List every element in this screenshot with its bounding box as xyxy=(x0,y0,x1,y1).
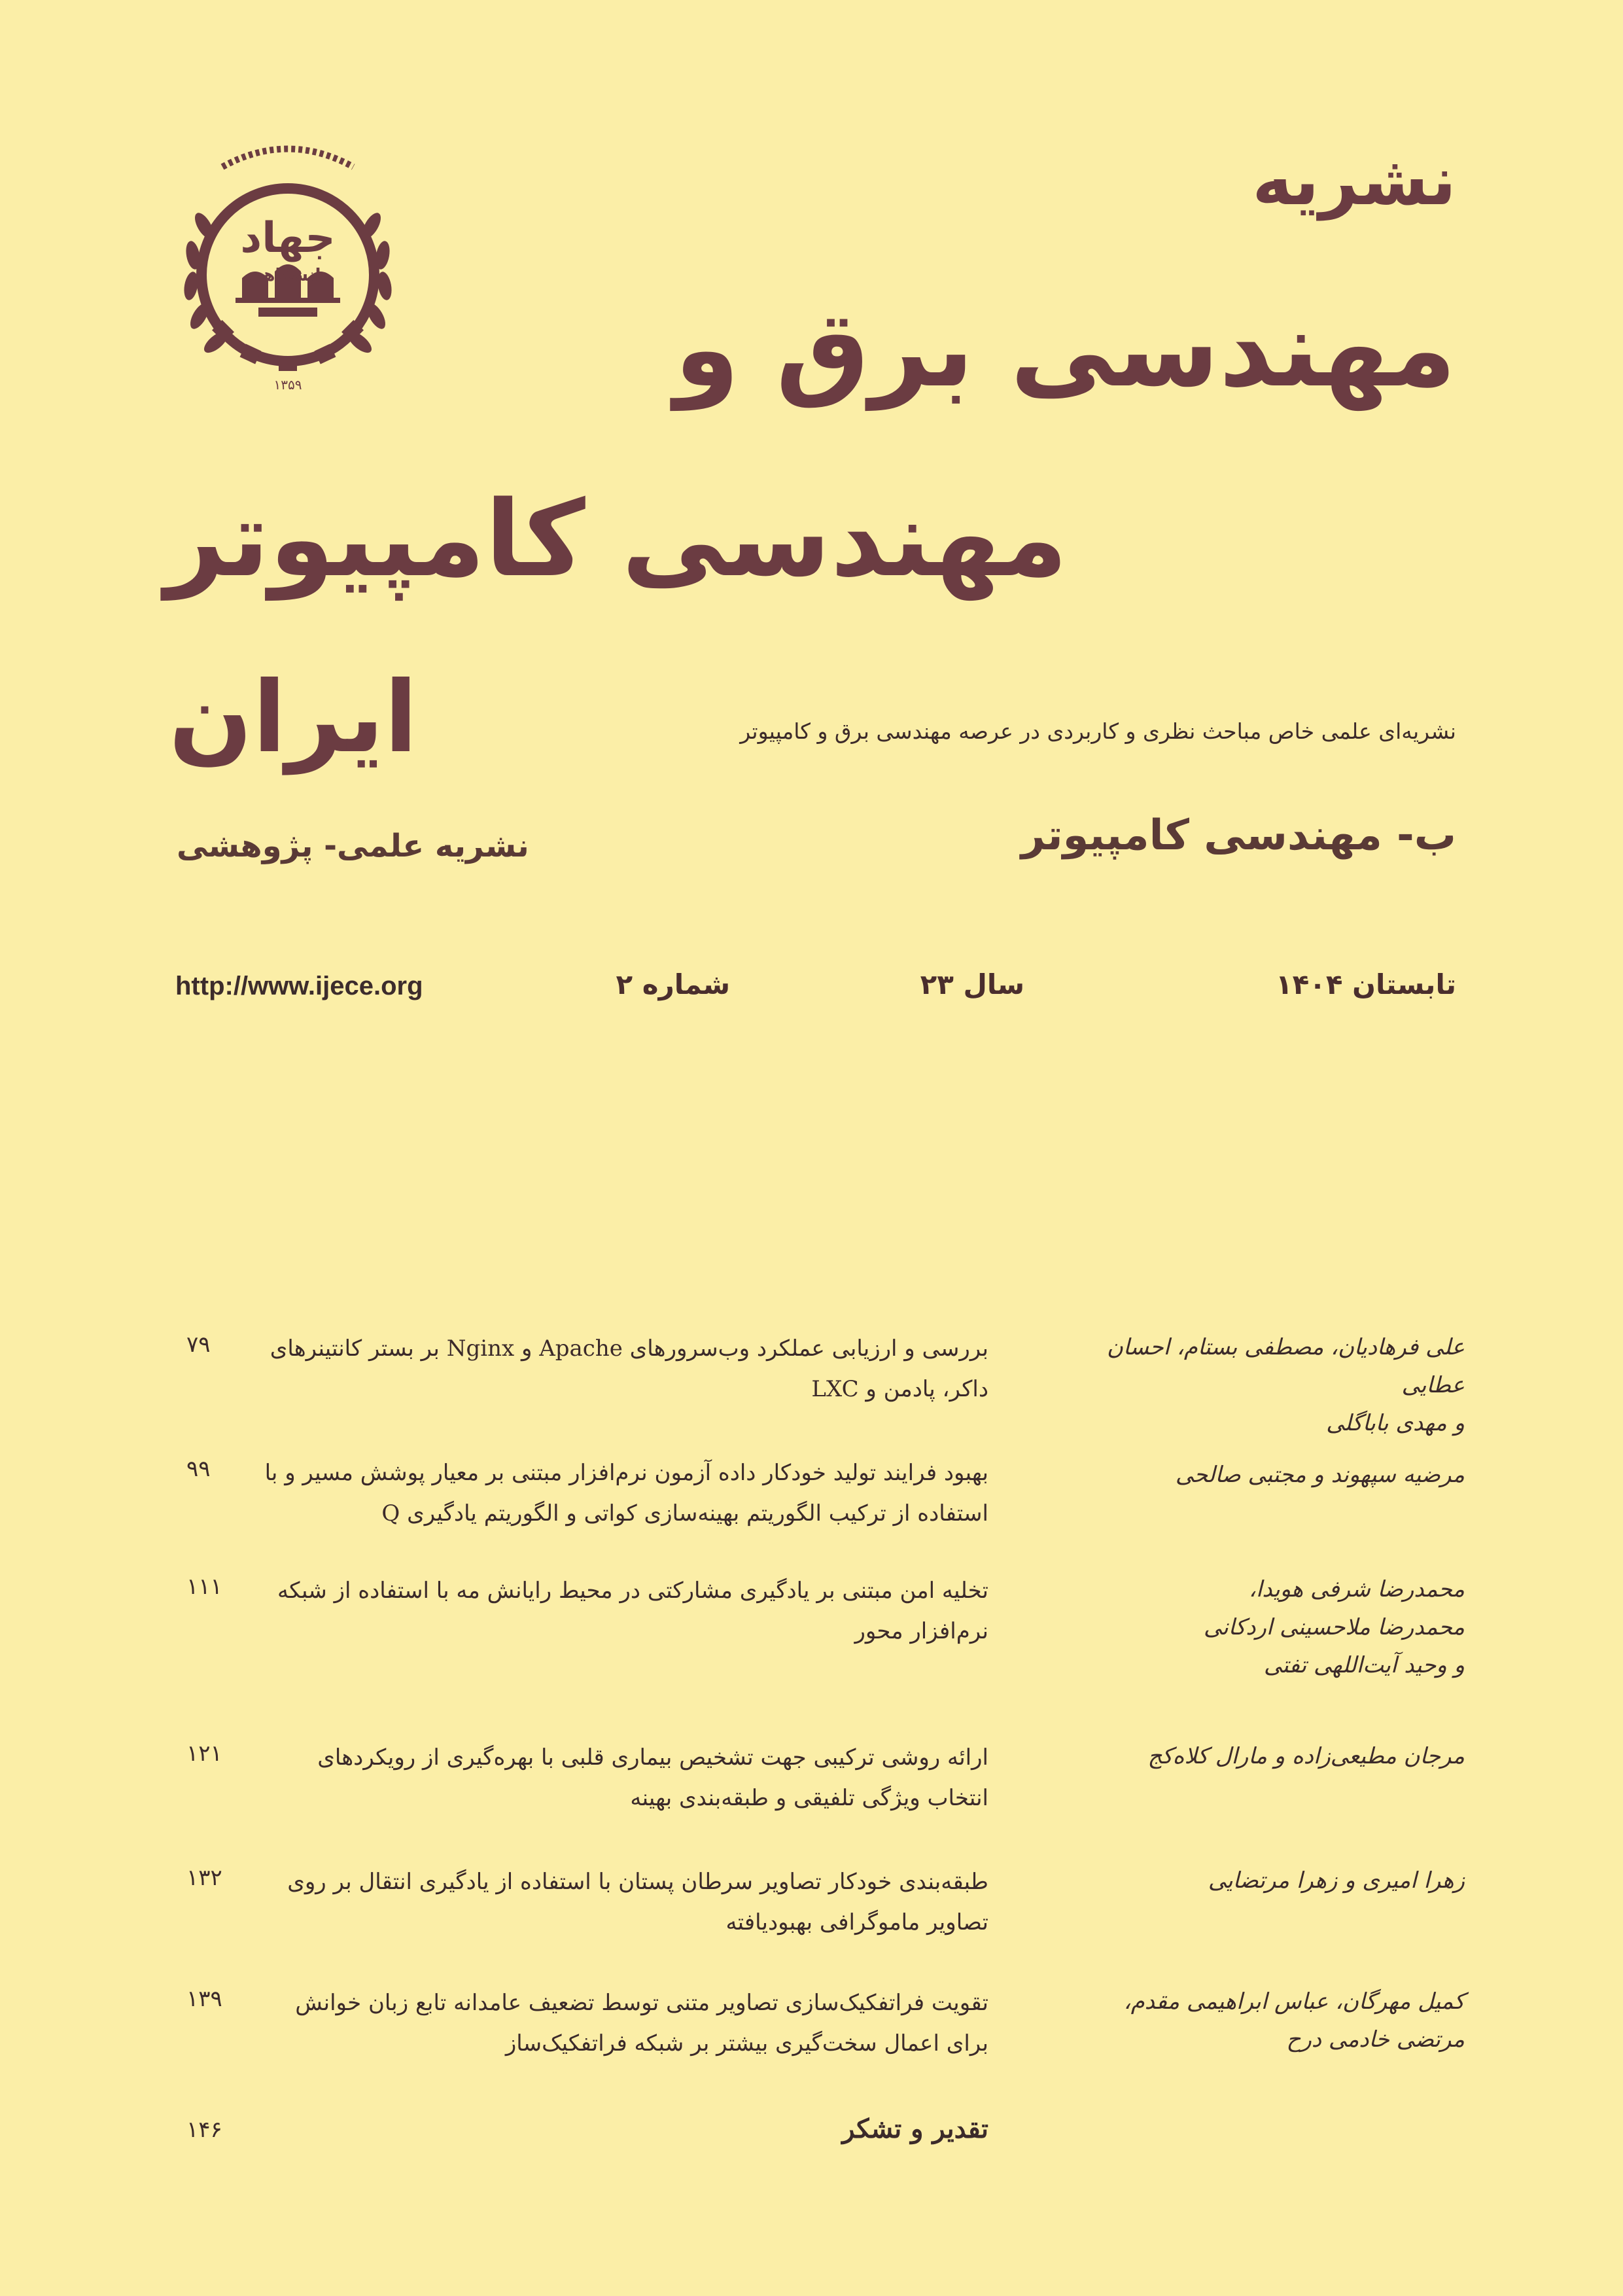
toc-title[interactable] xyxy=(230,1570,988,1651)
toc-title[interactable] xyxy=(230,1737,988,1818)
toc-page-number: ۱۳۲ xyxy=(186,1865,222,1891)
logo-sub-text: دانشگاهی xyxy=(246,266,330,285)
toc-authors xyxy=(1046,1456,1465,1494)
title-line-1: مهندسی برق و xyxy=(674,288,1456,410)
toc-authors xyxy=(1046,1328,1465,1442)
title-line: تصاویر ماموگرافی بهبودیافته xyxy=(725,1909,988,1935)
toc-authors xyxy=(1046,1862,1465,1899)
title-line: داکر، پادمن و LXC xyxy=(811,1376,988,1402)
toc-authors xyxy=(1046,1570,1465,1684)
author-line: مرضیه سپهوند و مجتبی صالحی xyxy=(1175,1462,1465,1488)
author-line: زهرا امیری و زهرا مرتضایی xyxy=(1208,1867,1465,1894)
toc-page-number: ۱۳۹ xyxy=(186,1986,222,2012)
toc-page-number: ۱۴۶ xyxy=(186,2117,222,2143)
author-line: و مهدی باباگلی xyxy=(1326,1410,1465,1436)
title-line: طبقه‌بندی خودکار تصاویر سرطان پستان با استفاده از یادگیری انتقال بر روی xyxy=(287,1869,988,1895)
author-line: مرجان مطیعی‌زاده و مارال کلاه‌کج xyxy=(1147,1743,1465,1769)
title-line: بهبود فرایند تولید خودکار داده آزمون نرم‌افزار مبتنی بر معیار پوشش مسیر و با xyxy=(264,1460,988,1486)
issue-season: تابستان ۱۴۰۴ xyxy=(1276,968,1456,1000)
journal-type: نشریه علمی- پژوهشی xyxy=(177,828,529,864)
toc-authors xyxy=(1046,1983,1465,2058)
author-line: محمدرضا ملاحسینی اردکانی xyxy=(1204,1614,1465,1640)
jahad-emblem-icon xyxy=(164,134,412,409)
author-line: و وحید آیت‌اللهی تفتی xyxy=(1263,1652,1465,1678)
title-line: تخلیه امن مبتنی بر یادگیری مشارکتی در محیط رایانش مه با استفاده از شبکه xyxy=(277,1578,988,1604)
acknowledgement-title[interactable]: تقدیر و تشکر xyxy=(842,2113,988,2144)
title-line: ارائه روشی ترکیبی جهت تشخیص بیماری قلبی با بهره‌گیری از رویکردهای xyxy=(317,1744,988,1771)
title-line: نرم‌افزار محور xyxy=(854,1618,988,1644)
toc-authors xyxy=(1046,1737,1465,1775)
title-line: بررسی و ارزیابی عملکرد وب‌سرورهای Apache و Nginx بر بستر کانتینرهای xyxy=(270,1335,988,1362)
toc-page-number: ۱۲۱ xyxy=(186,1740,222,1767)
author-line: علی فرهادیان، مصطفی بستام، احسان عطایی xyxy=(1106,1334,1465,1398)
toc-title[interactable] xyxy=(230,1983,988,2064)
title-line: انتخاب ویژگی تلفیقی و طبقه‌بندی بهینه xyxy=(630,1785,988,1811)
title-line-2: مهندسی کامپیوتر xyxy=(165,478,1068,600)
author-line: مرتضی خادمی درح xyxy=(1286,2026,1465,2053)
toc-title[interactable] xyxy=(230,1453,988,1534)
issue-year: سال ۲۳ xyxy=(920,968,1024,1000)
logo-main-text: جهاد xyxy=(240,214,336,262)
tagline: نشریه‌ای علمی خاص مباحث نظری و کاربردی در عرصه مهندسی برق و کامپیوتر xyxy=(740,718,1456,744)
author-line: کمیل مهرگان، عباس ابراهیمی مقدم، xyxy=(1123,1988,1465,2015)
toc-title[interactable] xyxy=(230,1328,988,1409)
toc-page-number: ۹۹ xyxy=(186,1456,211,1482)
jahad-logo xyxy=(164,134,412,409)
title-line: استفاده از ترکیب الگوریتم بهینه‌سازی کواتی و الگوریتم یادگیری Q xyxy=(381,1500,988,1527)
toc-page-number: ۷۹ xyxy=(186,1332,211,1358)
journal-word: نشریه xyxy=(1252,141,1456,221)
title-line-3: ایران xyxy=(169,661,418,775)
title-line: تقویت فراتفکیک‌سازی تصاویر متنی توسط تضعیف عامدانه تابع زبان خوانش xyxy=(295,1990,988,2016)
section-title: ب- مهندسی کامپیوتر xyxy=(1021,811,1456,860)
author-line: محمدرضا شرفی هویدا، xyxy=(1249,1576,1465,1602)
logo-year: ۱۳۵۹ xyxy=(273,377,302,393)
toc-page-number: ۱۱۱ xyxy=(186,1574,222,1600)
website-link[interactable]: http://www.ijece.org xyxy=(175,972,423,1000)
issue-number: شماره ۲ xyxy=(616,968,730,1000)
toc-title[interactable] xyxy=(230,1862,988,1943)
title-line: برای اعمال سخت‌گیری بیشتر بر شبکه فراتفکیک‌ساز xyxy=(505,2030,988,2057)
